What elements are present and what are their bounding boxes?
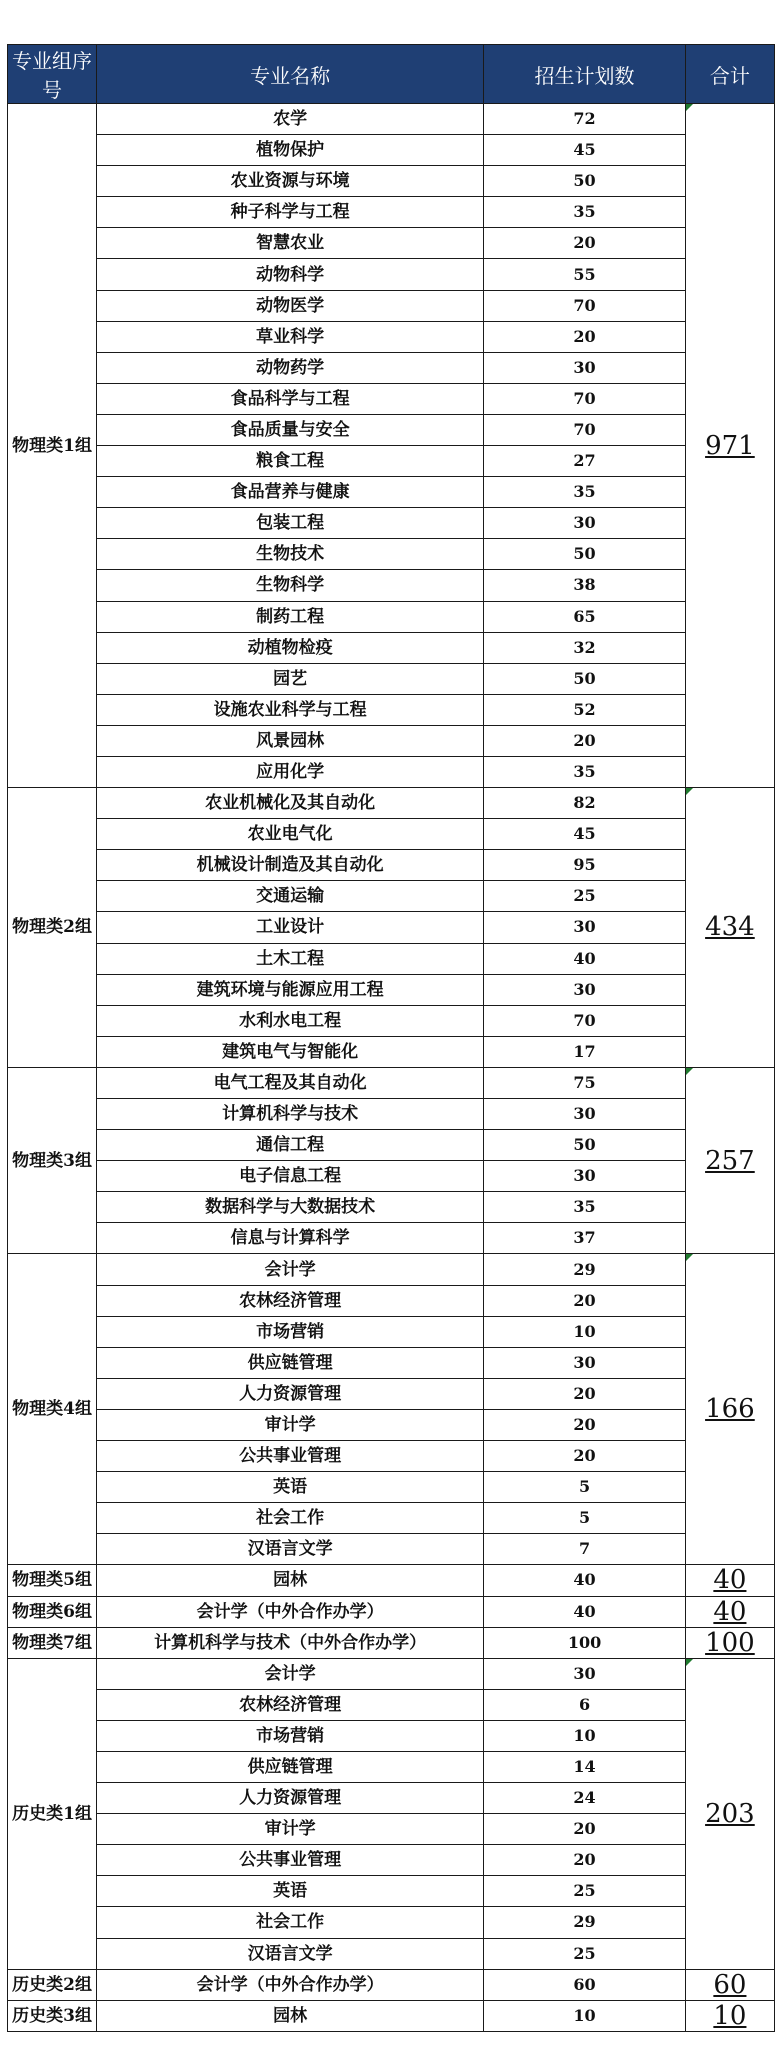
major-name-cell: 人力资源管理 <box>97 1783 484 1814</box>
table-row <box>8 1441 775 1472</box>
plan-count-cell: 29 <box>484 1907 686 1938</box>
table-row <box>8 1689 775 1720</box>
table-row <box>8 446 775 477</box>
major-name-cell: 农学 <box>97 104 484 135</box>
major-name-cell: 审计学 <box>97 1409 484 1440</box>
plan-count-cell: 100 <box>484 1627 686 1658</box>
major-name-cell: 建筑环境与能源应用工程 <box>97 974 484 1005</box>
plan-count-cell: 27 <box>484 446 686 477</box>
table-row <box>8 1316 775 1347</box>
plan-count-cell: 6 <box>484 1689 686 1720</box>
plan-count-cell: 50 <box>484 1130 686 1161</box>
major-name-cell: 食品营养与健康 <box>97 477 484 508</box>
table-row <box>8 1472 775 1503</box>
major-name-cell: 会计学 <box>97 1658 484 1689</box>
table-row <box>8 1534 775 1565</box>
plan-count-cell: 10 <box>484 1316 686 1347</box>
table-row <box>8 104 775 135</box>
major-name-cell: 审计学 <box>97 1814 484 1845</box>
table-row <box>8 197 775 228</box>
group-total-cell <box>685 1565 774 1596</box>
major-name-cell: 公共事业管理 <box>97 1845 484 1876</box>
plan-count-cell: 20 <box>484 1845 686 1876</box>
plan-count-cell: 30 <box>484 1658 686 1689</box>
plan-count-cell: 25 <box>484 881 686 912</box>
plan-count-cell: 35 <box>484 477 686 508</box>
plan-count-cell: 20 <box>484 1441 686 1472</box>
plan-count-cell: 30 <box>484 1161 686 1192</box>
plan-count-cell: 25 <box>484 1938 686 1969</box>
table-row <box>8 1192 775 1223</box>
plan-count-cell: 24 <box>484 1783 686 1814</box>
table-row <box>8 1596 775 1627</box>
table-row <box>8 1099 775 1130</box>
table-row <box>8 321 775 352</box>
plan-count-cell: 14 <box>484 1751 686 1782</box>
plan-count-cell: 32 <box>484 632 686 663</box>
table-body <box>8 104 775 2032</box>
table-row <box>8 1223 775 1254</box>
table-row <box>8 974 775 1005</box>
table-row <box>8 819 775 850</box>
header-total: 合计 <box>685 45 774 104</box>
table-row <box>8 477 775 508</box>
major-name-cell: 生物技术 <box>97 539 484 570</box>
major-name-cell: 农业电气化 <box>97 819 484 850</box>
major-name-cell: 草业科学 <box>97 321 484 352</box>
table-row <box>8 1658 775 1689</box>
table-row <box>8 1254 775 1285</box>
table-row <box>8 1783 775 1814</box>
plan-count-cell: 30 <box>484 974 686 1005</box>
plan-count-cell: 95 <box>484 850 686 881</box>
group-total-value: 100 <box>705 1627 755 1658</box>
group-name-cell: 物理类6组 <box>8 1596 97 1627</box>
plan-count-cell: 17 <box>484 1036 686 1067</box>
table-row <box>8 166 775 197</box>
major-name-cell: 食品科学与工程 <box>97 383 484 414</box>
major-name-cell: 供应链管理 <box>97 1347 484 1378</box>
group-total-value: 166 <box>705 1394 755 1425</box>
major-name-cell: 食品质量与安全 <box>97 414 484 445</box>
plan-count-cell: 29 <box>484 1254 686 1285</box>
table-row <box>8 352 775 383</box>
plan-count-cell: 45 <box>484 135 686 166</box>
group-total-cell <box>685 1658 774 1969</box>
major-name-cell: 汉语言文学 <box>97 1534 484 1565</box>
group-total-value: 40 <box>713 1565 747 1596</box>
table-header-row <box>8 45 775 104</box>
table-row <box>8 1751 775 1782</box>
table-row <box>8 228 775 259</box>
table-row <box>8 1938 775 1969</box>
group-name-cell: 物理类5组 <box>8 1565 97 1596</box>
plan-count-cell: 82 <box>484 788 686 819</box>
plan-count-cell: 50 <box>484 166 686 197</box>
major-name-cell: 汉语言文学 <box>97 1938 484 1969</box>
major-name-cell: 通信工程 <box>97 1130 484 1161</box>
group-name-cell: 历史类2组 <box>8 1969 97 2000</box>
table-row <box>8 1565 775 1596</box>
cell-marker-icon <box>686 1068 693 1075</box>
major-name-cell: 供应链管理 <box>97 1751 484 1782</box>
table-row <box>8 2000 775 2031</box>
plan-count-cell: 65 <box>484 601 686 632</box>
group-total-cell <box>685 104 774 788</box>
major-name-cell: 制药工程 <box>97 601 484 632</box>
table-row <box>8 663 775 694</box>
plan-count-cell: 50 <box>484 539 686 570</box>
major-name-cell: 土木工程 <box>97 943 484 974</box>
table-row <box>8 1720 775 1751</box>
major-name-cell: 应用化学 <box>97 756 484 787</box>
group-total-value: 257 <box>705 1145 755 1176</box>
plan-count-cell: 35 <box>484 197 686 228</box>
group-total-cell <box>685 1596 774 1627</box>
major-name-cell: 包装工程 <box>97 508 484 539</box>
table-row <box>8 881 775 912</box>
plan-count-cell: 30 <box>484 508 686 539</box>
table-row <box>8 1161 775 1192</box>
plan-count-cell: 30 <box>484 1347 686 1378</box>
table-row <box>8 1378 775 1409</box>
major-name-cell: 园艺 <box>97 663 484 694</box>
enrollment-plan-table-container <box>7 44 774 2032</box>
major-name-cell: 农林经济管理 <box>97 1689 484 1720</box>
plan-count-cell: 40 <box>484 1596 686 1627</box>
major-name-cell: 生物科学 <box>97 570 484 601</box>
major-name-cell: 交通运输 <box>97 881 484 912</box>
major-name-cell: 园林 <box>97 2000 484 2031</box>
major-name-cell: 市场营销 <box>97 1316 484 1347</box>
major-name-cell: 动植物检疫 <box>97 632 484 663</box>
major-name-cell: 设施农业科学与工程 <box>97 694 484 725</box>
group-total-value: 434 <box>705 912 755 943</box>
group-name-cell: 物理类3组 <box>8 1067 97 1254</box>
plan-count-cell: 30 <box>484 912 686 943</box>
group-total-cell <box>685 2000 774 2031</box>
table-row <box>8 1627 775 1658</box>
group-name-cell: 历史类1组 <box>8 1658 97 1969</box>
group-total-value: 971 <box>705 430 755 461</box>
table-row <box>8 414 775 445</box>
cell-marker-icon <box>686 1659 693 1666</box>
major-name-cell: 水利水电工程 <box>97 1005 484 1036</box>
major-name-cell: 园林 <box>97 1565 484 1596</box>
group-total-value: 40 <box>713 1596 747 1627</box>
major-name-cell: 工业设计 <box>97 912 484 943</box>
major-name-cell: 社会工作 <box>97 1503 484 1534</box>
major-name-cell: 动物科学 <box>97 259 484 290</box>
major-name-cell: 英语 <box>97 1876 484 1907</box>
plan-count-cell: 38 <box>484 570 686 601</box>
cell-marker-icon <box>686 104 693 111</box>
group-total-value: 60 <box>713 1969 747 2000</box>
group-name-cell: 物理类1组 <box>8 104 97 788</box>
table-row <box>8 508 775 539</box>
table-row <box>8 1845 775 1876</box>
table-row <box>8 1969 775 2000</box>
table-row <box>8 290 775 321</box>
plan-count-cell: 70 <box>484 414 686 445</box>
major-name-cell: 粮食工程 <box>97 446 484 477</box>
plan-count-cell: 70 <box>484 383 686 414</box>
group-name-cell: 物理类2组 <box>8 788 97 1068</box>
table-row <box>8 539 775 570</box>
table-row <box>8 694 775 725</box>
group-total-value: 10 <box>713 2000 747 2031</box>
table-row <box>8 1503 775 1534</box>
table-row <box>8 383 775 414</box>
group-total-cell <box>685 1627 774 1658</box>
major-name-cell: 动物药学 <box>97 352 484 383</box>
plan-count-cell: 50 <box>484 663 686 694</box>
group-total-cell <box>685 1969 774 2000</box>
major-name-cell: 机械设计制造及其自动化 <box>97 850 484 881</box>
table-row <box>8 1036 775 1067</box>
major-name-cell: 会计学（中外合作办学） <box>97 1969 484 2000</box>
table-row <box>8 570 775 601</box>
major-name-cell: 计算机科学与技术（中外合作办学） <box>97 1627 484 1658</box>
plan-count-cell: 55 <box>484 259 686 290</box>
plan-count-cell: 72 <box>484 104 686 135</box>
plan-count-cell: 37 <box>484 1223 686 1254</box>
table-row <box>8 1409 775 1440</box>
table-row <box>8 135 775 166</box>
group-total-cell <box>685 788 774 1068</box>
table-row <box>8 1067 775 1098</box>
major-name-cell: 建筑电气与智能化 <box>97 1036 484 1067</box>
major-name-cell: 数据科学与大数据技术 <box>97 1192 484 1223</box>
plan-count-cell: 70 <box>484 290 686 321</box>
table-row <box>8 1005 775 1036</box>
major-name-cell: 智慧农业 <box>97 228 484 259</box>
plan-count-cell: 60 <box>484 1969 686 2000</box>
major-name-cell: 农业机械化及其自动化 <box>97 788 484 819</box>
major-name-cell: 会计学（中外合作办学） <box>97 1596 484 1627</box>
plan-count-cell: 52 <box>484 694 686 725</box>
major-name-cell: 植物保护 <box>97 135 484 166</box>
plan-count-cell: 30 <box>484 1099 686 1130</box>
plan-count-cell: 30 <box>484 352 686 383</box>
group-name-cell: 物理类4组 <box>8 1254 97 1565</box>
table-row <box>8 1907 775 1938</box>
table-row <box>8 1814 775 1845</box>
table-row <box>8 725 775 756</box>
major-name-cell: 风景园林 <box>97 725 484 756</box>
cell-marker-icon <box>686 1254 693 1261</box>
major-name-cell: 信息与计算科学 <box>97 1223 484 1254</box>
plan-count-cell: 20 <box>484 1814 686 1845</box>
plan-count-cell: 10 <box>484 1720 686 1751</box>
enrollment-plan-table <box>7 44 775 2032</box>
major-name-cell: 公共事业管理 <box>97 1441 484 1472</box>
table-row <box>8 912 775 943</box>
plan-count-cell: 20 <box>484 321 686 352</box>
major-name-cell: 农林经济管理 <box>97 1285 484 1316</box>
plan-count-cell: 25 <box>484 1876 686 1907</box>
table-row <box>8 850 775 881</box>
table-row <box>8 1285 775 1316</box>
table-row <box>8 1347 775 1378</box>
plan-count-cell: 20 <box>484 725 686 756</box>
plan-count-cell: 40 <box>484 943 686 974</box>
plan-count-cell: 10 <box>484 2000 686 2031</box>
plan-count-cell: 7 <box>484 1534 686 1565</box>
plan-count-cell: 20 <box>484 1285 686 1316</box>
major-name-cell: 农业资源与环境 <box>97 166 484 197</box>
group-name-cell: 历史类3组 <box>8 2000 97 2031</box>
group-total-cell <box>685 1067 774 1254</box>
header-plan-count: 招生计划数 <box>484 45 686 104</box>
major-name-cell: 会计学 <box>97 1254 484 1285</box>
plan-count-cell: 35 <box>484 1192 686 1223</box>
table-row <box>8 788 775 819</box>
table-row <box>8 632 775 663</box>
plan-count-cell: 45 <box>484 819 686 850</box>
table-row <box>8 943 775 974</box>
cell-marker-icon <box>686 788 693 795</box>
plan-count-cell: 5 <box>484 1503 686 1534</box>
plan-count-cell: 35 <box>484 756 686 787</box>
major-name-cell: 电子信息工程 <box>97 1161 484 1192</box>
major-name-cell: 社会工作 <box>97 1907 484 1938</box>
major-name-cell: 种子科学与工程 <box>97 197 484 228</box>
plan-count-cell: 70 <box>484 1005 686 1036</box>
major-name-cell: 计算机科学与技术 <box>97 1099 484 1130</box>
table-row <box>8 259 775 290</box>
table-row <box>8 601 775 632</box>
header-major-name: 专业名称 <box>97 45 484 104</box>
plan-count-cell: 40 <box>484 1565 686 1596</box>
table-row <box>8 1876 775 1907</box>
group-total-cell <box>685 1254 774 1565</box>
plan-count-cell: 20 <box>484 228 686 259</box>
table-row <box>8 756 775 787</box>
major-name-cell: 人力资源管理 <box>97 1378 484 1409</box>
plan-count-cell: 20 <box>484 1409 686 1440</box>
major-name-cell: 动物医学 <box>97 290 484 321</box>
major-name-cell: 英语 <box>97 1472 484 1503</box>
group-name-cell: 物理类7组 <box>8 1627 97 1658</box>
major-name-cell: 市场营销 <box>97 1720 484 1751</box>
plan-count-cell: 5 <box>484 1472 686 1503</box>
major-name-cell: 电气工程及其自动化 <box>97 1067 484 1098</box>
plan-count-cell: 20 <box>484 1378 686 1409</box>
plan-count-cell: 75 <box>484 1067 686 1098</box>
table-row <box>8 1130 775 1161</box>
group-total-value: 203 <box>705 1798 755 1829</box>
header-group-no: 专业组序号 <box>8 45 97 104</box>
